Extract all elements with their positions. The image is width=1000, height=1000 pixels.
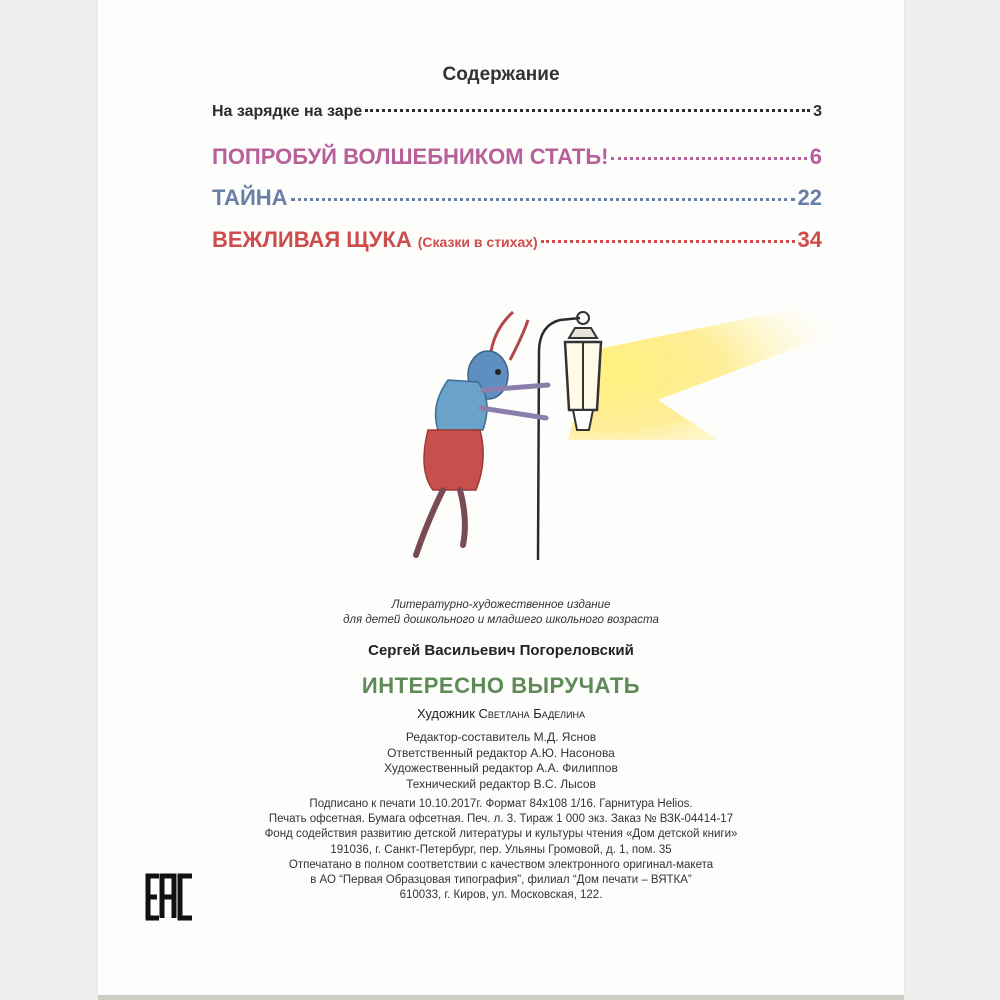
toc-leader [365, 109, 810, 112]
genre-line: Литературно-художественное издание [391, 599, 611, 611]
lantern-light-glow [568, 300, 843, 440]
toc-leader [611, 157, 806, 160]
toc-item[interactable] [212, 185, 822, 211]
toc-title: Содержание [442, 64, 560, 85]
book-title: ИНТЕРЕСНО ВЫРУЧАТЬ [361, 673, 641, 698]
detail-line: 191036, г. Санкт-Петербург, пер. Ульяны Громовой, д. 1, пом. 35 [330, 843, 672, 856]
toc-item-page: 6 [809, 144, 822, 169]
toc-item-page: 34 [797, 227, 822, 252]
genre-note [98, 598, 904, 628]
artist-label: Художник [416, 706, 475, 721]
detail-line: Печать офсетная. Бумага офсетная. Печ. л. 3. Тираж 1 000 экз. Заказ № ВЗК-04414-17 [268, 813, 734, 826]
detail-line: Отпечатано в полном соответствии с качеством электронного оригинал-макета [288, 858, 714, 871]
detail-line: Подписано к печати 10.10.2017г. Формат 84x108 1/16. Гарнитура Helios. [309, 798, 693, 810]
detail-line: в АО “Первая Образцовая типография”, филиал “Дом печати – ВЯТКА” [310, 874, 692, 887]
editor-line: Художественный редактор А.А. Филиппов [384, 761, 618, 775]
toc-leader [541, 240, 795, 243]
beetle-character [416, 312, 548, 555]
toc-item-title: На зарядке на заре [212, 103, 363, 120]
toc-item[interactable] [212, 103, 822, 121]
toc-item-title: ТАЙНА [212, 185, 288, 210]
toc-item[interactable] [212, 227, 822, 253]
toc-item[interactable] [212, 144, 822, 170]
toc-item-title: ПОПРОБУЙ ВОЛШЕБНИКОМ СТАТЬ! [212, 144, 609, 169]
artist-credit [98, 706, 904, 721]
publication-details [98, 797, 904, 903]
toc-item-page: 3 [813, 103, 822, 120]
toc-item-page: 22 [797, 185, 822, 210]
artist-name: Светлана Баделина [478, 706, 586, 721]
book-page [98, 0, 904, 995]
toc-item-title: ВЕЖЛИВАЯ ЩУКА [212, 227, 412, 252]
toc-leader [291, 198, 795, 201]
eac-certification-logo [145, 872, 195, 922]
detail-line: 610033, г. Киров, ул. Московская, 122. [399, 889, 603, 902]
genre-line: для детей дошкольного и младшего школьного возраста [343, 614, 659, 626]
editors-list [98, 730, 904, 792]
editor-line: Технический редактор В.С. Лысов [406, 776, 596, 791]
toc-item-subtitle: (Сказки в стихах) [417, 234, 538, 250]
detail-line: Фонд содействия развитию детской литературы и культуры чтения «Дом детской книги» [264, 828, 738, 841]
illustration-beetle-with-lantern [98, 290, 904, 590]
author-name: Сергей Васильевич Погореловский [368, 642, 634, 659]
page-edge [98, 995, 904, 1000]
editor-line: Редактор-составитель М.Д. Яснов [405, 730, 597, 744]
editor-line: Ответственный редактор А.Ю. Насонова [387, 745, 615, 760]
